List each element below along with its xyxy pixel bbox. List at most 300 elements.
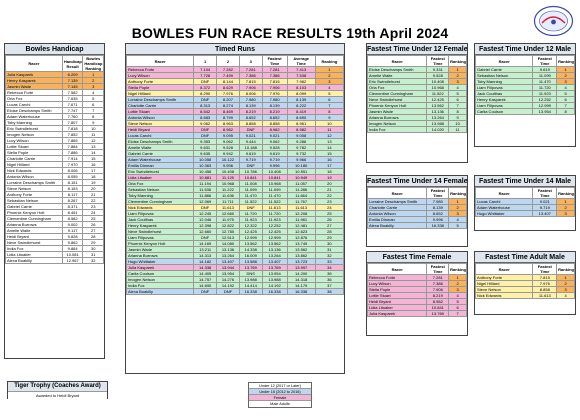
timed-cell: 8.372 — [194, 85, 217, 91]
timed-cell: 9.021 — [262, 133, 287, 139]
u14f-cell: 9.996 — [427, 217, 449, 223]
timed-cell: 25 — [315, 211, 343, 217]
male-header-2: Ranking — [557, 264, 575, 275]
timed-cell: 11.981 — [287, 217, 315, 223]
male-cell: Nick Edwards — [476, 293, 533, 299]
u14f-header-2: Ranking — [449, 188, 467, 199]
timed-cell: 15 — [315, 151, 343, 157]
timed-cell: 8.207 — [217, 97, 240, 103]
timed-cell: 14.192 — [262, 283, 287, 289]
handicap-cell: 6.209 — [62, 72, 83, 78]
u12m-cell: 12.252 — [533, 97, 557, 103]
u14f-row — [368, 223, 467, 229]
timed-cell: 12.660 — [194, 229, 217, 235]
u12f-cell: 7 — [449, 103, 467, 109]
u12f-cell: 11.522 — [427, 91, 449, 97]
timed-cell: 13.769 — [262, 265, 287, 271]
timed-cell: 8.799 — [217, 115, 240, 121]
handicap-cell: 13 — [83, 144, 104, 150]
timed-cell: 21 — [315, 187, 343, 193]
u14m-header-0: Racer — [476, 188, 533, 199]
timed-cell: 28 — [315, 229, 343, 235]
handicap-cell: Eric Swindlehurst — [6, 126, 63, 132]
u14f-cell: 8.139 — [427, 205, 449, 211]
u12-female-title: Fastest Time Under 12 Female — [367, 46, 468, 53]
timed-cell: 8.858 — [262, 121, 287, 127]
timed-cell: 11.720 — [262, 211, 287, 217]
timed-cell: 13.988 — [262, 277, 287, 283]
timed-cell: 7.538 — [287, 73, 315, 79]
timed-cell: DNF — [194, 79, 217, 85]
timed-cell: 9.942 — [217, 151, 240, 157]
legend-male-adults: Male Adults — [249, 401, 311, 407]
handicap-cell: 12.967 — [62, 258, 83, 264]
handicap-cell: 8.117 — [62, 192, 83, 198]
legend-under-12: Under 12 (2017 or Later) — [249, 383, 311, 389]
timed-cell: Gabriel Carrie — [127, 151, 194, 157]
female-cell: Stella Pople — [368, 287, 427, 293]
u12m-cell: Carlia Coulson — [476, 109, 533, 115]
timed-cell: 12.398 — [194, 223, 217, 229]
timed-cell: 14.405 — [194, 271, 217, 277]
handicap-cell: 7.818 — [62, 126, 83, 132]
u12f-cell: 12.425 — [427, 97, 449, 103]
u12f-header-2: Ranking — [449, 56, 467, 67]
u12m-cell: Toby Manning — [476, 79, 533, 85]
handicap-cell: 8.582 — [62, 216, 83, 222]
timed-cell: 13.997 — [287, 265, 315, 271]
timed-cell: 12.999 — [239, 235, 262, 241]
u12f-cell: 13.264 — [427, 115, 449, 121]
u12f-cell: 9.528 — [427, 73, 449, 79]
female-cell: 1 — [449, 275, 467, 281]
handicap-cell: 32 — [83, 258, 104, 264]
u12m-cell: Liam Filipovas — [476, 103, 533, 109]
u12f-cell: 9 — [449, 115, 467, 121]
timed-cell: 11.057 — [287, 181, 315, 187]
timed-cell: Eric Swindlehurst — [127, 169, 194, 175]
timed-cell: 10.841 — [262, 175, 287, 181]
handicap-cell: 21 — [83, 192, 104, 198]
female-cell: 7 — [449, 311, 467, 317]
timed-cell: Imogen Nelson — [127, 277, 194, 283]
timed-cell: 11.664 — [287, 193, 315, 199]
timed-cell: 9.062 — [194, 121, 217, 127]
u12m-cell: Jack Coulthas — [476, 91, 533, 97]
timed-cell: 11.886 — [194, 193, 217, 199]
timed-cell: DNF — [194, 133, 217, 139]
female-cell: 6 — [449, 305, 467, 311]
timed-cell: 37 — [315, 283, 343, 289]
timed-cell: 10.968 — [262, 181, 287, 187]
timed-cell: 12.322 — [239, 223, 262, 229]
timed-cell: 12.999 — [262, 235, 287, 241]
female-table — [367, 263, 467, 317]
timed-cell: 11.522 — [262, 199, 287, 205]
timed-cell: 7.104 — [194, 67, 217, 73]
timed-cell: 8.690 — [287, 115, 315, 121]
timed-cell: 11.522 — [239, 199, 262, 205]
timed-cell: 10.058 — [194, 157, 217, 163]
timed-cell: 7.980 — [262, 97, 287, 103]
u12f-cell: 6 — [449, 97, 467, 103]
timed-cell: 7.906 — [262, 85, 287, 91]
timed-cell: Lidia Lituaker — [127, 175, 194, 181]
u12f-cell: 5 — [449, 91, 467, 97]
timed-cell: 9.719 — [239, 157, 262, 163]
handicap-cell: 2 — [83, 78, 104, 84]
timed-cell: 12.660 — [217, 211, 240, 217]
u12m-cell: 11.099 — [533, 73, 557, 79]
timed-cell: Liam Filipovas — [127, 211, 194, 217]
timed-cell: 10 — [315, 121, 343, 127]
u12f-cell: 10.968 — [427, 85, 449, 91]
timed-cell: 11.767 — [287, 199, 315, 205]
timed-cell: 8.139 — [262, 103, 287, 109]
u14f-header-0: Racer — [368, 188, 427, 199]
timed-cell: Orla Fox — [127, 181, 194, 187]
handicap-cell: 8.151 — [62, 180, 83, 186]
timed-cell: 13.862 — [287, 253, 315, 259]
u14m-header-2: Ranking — [557, 188, 575, 199]
timed-cell: 12.481 — [287, 223, 315, 229]
timed-cell: Sebastian Nelson — [127, 187, 194, 193]
timed-cell: 9.286 — [287, 139, 315, 145]
u12m-cell: 2 — [557, 73, 575, 79]
u12m-cell: 13.954 — [533, 109, 557, 115]
handicap-cell: 7.970 — [62, 162, 83, 168]
timed-cell: 14.690 — [194, 283, 217, 289]
timed-cell: 7.980 — [239, 97, 262, 103]
male-cell: 1 — [557, 275, 575, 281]
handicap-cell: 7.760 — [62, 114, 83, 120]
handicap-cell: Lucas Carchi — [6, 102, 63, 108]
timed-cell: 11 — [315, 127, 343, 133]
u14f-cell: Alexa Boakilly — [368, 223, 427, 229]
handicap-cell: 7.635 — [62, 96, 83, 102]
handicap-cell: 8.267 — [62, 198, 83, 204]
handicap-cell: 14 — [83, 150, 104, 156]
timed-cell: 14.318 — [287, 277, 315, 283]
u12f-cell: Orla Fox — [368, 85, 427, 91]
tiger-trophy-box — [7, 381, 108, 399]
timed-cell: 9.095 — [217, 133, 240, 139]
timed-cell: 11.720 — [239, 211, 262, 217]
timed-cell: 8.542 — [194, 109, 217, 115]
timed-cell: 8.290 — [194, 91, 217, 97]
timed-cell: 8.419 — [287, 109, 315, 115]
timed-cell: 12.245 — [194, 211, 217, 217]
handicap-cell: 20 — [83, 186, 104, 192]
u12f-cell: 10.408 — [427, 79, 449, 85]
timed-cell: 9.782 — [287, 145, 315, 151]
timed-cell: 24 — [315, 205, 343, 211]
timed-cell: 10.458 — [194, 169, 217, 175]
male-header-1: Fastest Time — [533, 264, 557, 275]
timed-cell: 13.723 — [287, 259, 315, 265]
timed-header-0: Racer — [127, 56, 194, 67]
adult-male-table — [475, 263, 575, 299]
timed-cell: 9.058 — [287, 133, 315, 139]
timed-cell: 10.188 — [239, 145, 262, 151]
handicap-cell: Phoenix Kenyon Holt — [6, 210, 63, 216]
handicap-cell: 27 — [83, 228, 104, 234]
timed-cell: 9.996 — [217, 163, 240, 169]
timed-cell: Lottie Stuart — [127, 109, 194, 115]
timed-cell: 11.923 — [262, 217, 287, 223]
timed-cell: 34 — [315, 265, 343, 271]
u12m-cell: 6 — [557, 97, 575, 103]
handicap-cell: 15 — [83, 156, 104, 162]
handicap-cell: 25 — [83, 216, 104, 222]
u12m-cell: 11.923 — [533, 91, 557, 97]
u12m-cell: 8 — [557, 109, 575, 115]
timed-cell: 13 — [315, 139, 343, 145]
u12m-cell: 7 — [557, 103, 575, 109]
female-cell: Lottie Stuart — [368, 293, 427, 299]
timed-cell: 14.276 — [217, 277, 240, 283]
timed-cell: DNF — [239, 205, 262, 211]
timed-cell: 14 — [315, 145, 343, 151]
handicap-cell: 8.371 — [62, 204, 83, 210]
u14f-cell: Emilia Dinman — [368, 217, 427, 223]
u14m-cell: 13.407 — [533, 211, 557, 217]
handicap-cell: Jasmin Wade — [6, 84, 63, 90]
handicap-cell: Lucy Wilson — [6, 138, 63, 144]
timed-cell: India Fox — [127, 283, 194, 289]
timed-cell: 11.008 — [239, 181, 262, 187]
female-cell: 5 — [449, 299, 467, 305]
u14f-cell: Lorraine Deschamps Smith — [368, 199, 427, 205]
timed-cell: 11.470 — [262, 193, 287, 199]
timed-cell: 13.211 — [194, 247, 217, 253]
timed-cell: Jasmin Wade — [127, 247, 194, 253]
timed-cell: 16.338 — [239, 289, 262, 295]
timed-cell: 10.881 — [194, 175, 217, 181]
timed-cell: 8.652 — [262, 115, 287, 121]
handicap-cell: 1 — [83, 72, 104, 78]
timed-cell: 7.728 — [194, 73, 217, 79]
timed-cell: 7.499 — [217, 73, 240, 79]
u14m-cell: 1 — [557, 199, 575, 205]
timed-cell: Nick Edwards — [127, 205, 194, 211]
u12m-cell: 5 — [557, 91, 575, 97]
u14m-cell: 9.719 — [533, 205, 557, 211]
u12m-cell: 12.999 — [533, 103, 557, 109]
timed-cell: 10.408 — [262, 169, 287, 175]
timed-runs-title: Timed Runs — [126, 44, 344, 55]
timed-cell: Hugo Whittaker — [127, 259, 194, 265]
timed-cell: 7.281 — [239, 67, 262, 73]
handicap-cell: 7.671 — [62, 102, 83, 108]
male-cell: 2 — [557, 281, 575, 287]
handicap-table — [5, 55, 104, 264]
timed-cell: 13.749 — [287, 241, 315, 247]
timed-cell: 9.619 — [239, 151, 262, 157]
timed-cell: 8.139 — [287, 97, 315, 103]
timed-cell: 8.652 — [239, 115, 262, 121]
u14f-cell: Charlotte Carrie — [368, 205, 427, 211]
timed-cell: 23 — [315, 199, 343, 205]
timed-runs-panel — [125, 43, 345, 374]
timed-header-2: 2 — [217, 56, 240, 67]
timed-cell: Lucy Wilson — [127, 73, 194, 79]
u12f-cell: 3 — [449, 79, 467, 85]
timed-cell: 11.975 — [217, 217, 240, 223]
handicap-cell: 16 — [83, 162, 104, 168]
timed-cell: 11.636 — [217, 193, 240, 199]
u12f-cell: 8 — [449, 109, 467, 115]
female-panel — [366, 251, 468, 336]
timed-cell: 12.876 — [287, 235, 315, 241]
handicap-cell: Nigel Hilliard — [6, 162, 63, 168]
timed-cell: 14.080 — [217, 241, 240, 247]
timed-cell: 8.099 — [287, 91, 315, 97]
male-cell: Steve Nelson — [476, 287, 533, 293]
u12-male-title: Fastest Time Under 12 Male — [475, 44, 575, 55]
u12m-header-0: Racer — [476, 56, 533, 67]
u12f-cell: Eric Swindlehurst — [368, 79, 427, 85]
timed-cell: Neve Swindlehurst — [127, 229, 194, 235]
handicap-cell: Imogen Nelson — [6, 132, 63, 138]
u12f-cell: Arlanna Burrows — [368, 115, 427, 121]
handicap-cell: Neve Swindlehurst — [6, 240, 63, 246]
u12f-cell: 13.988 — [427, 121, 449, 127]
timed-cell: 12.513 — [217, 235, 240, 241]
female-cell: 3 — [449, 287, 467, 293]
timed-cell: 7.906 — [239, 85, 262, 91]
handicap-cell: 7.865 — [62, 138, 83, 144]
u12m-cell: Sebastian Nelson — [476, 73, 533, 79]
handicap-cell: 8.006 — [62, 168, 83, 174]
timed-cell: 11.099 — [262, 187, 287, 193]
male-cell: 11.613 — [533, 293, 557, 299]
timed-cell: 13.944 — [217, 265, 240, 271]
timed-cell: Toby Manning — [127, 193, 194, 199]
u12m-header-1: Fastest Time — [533, 56, 557, 67]
male-cell: 3 — [557, 287, 575, 293]
male-cell: 7.815 — [533, 275, 557, 281]
handicap-cell: 18 — [83, 174, 104, 180]
handicap-cell: 3 — [83, 84, 104, 90]
handicap-cell: 8 — [83, 114, 104, 120]
page-title: BOWLES FUN RACE RESULTS 19th April 2024 — [131, 25, 449, 41]
handicap-cell: Orla Fox — [6, 96, 63, 102]
timed-cell: 12 — [315, 133, 343, 139]
female-cell: 2 — [449, 281, 467, 287]
female-cell: 8.982 — [427, 299, 449, 305]
u12f-cell: Clementine Cunningham — [368, 91, 427, 97]
timed-cell: 9.631 — [194, 145, 217, 151]
timed-cell: 14.169 — [194, 241, 217, 247]
timed-cell: 11.222 — [217, 187, 240, 193]
handicap-cell: 30 — [83, 246, 104, 252]
u12f-cell: 11 — [449, 127, 467, 133]
handicap-cell: 9.828 — [62, 234, 83, 240]
handicap-cell: Toby Manning — [6, 120, 63, 126]
handicap-cell: Steve Nelson — [6, 186, 63, 192]
female-cell: 7.281 — [427, 275, 449, 281]
female-cell: 4 — [449, 293, 467, 299]
handicap-cell: 7.582 — [62, 90, 83, 96]
female-cell: 7.906 — [427, 287, 449, 293]
handicap-cell: Clementine Cunningham — [6, 216, 63, 222]
timed-cell: 6 — [315, 97, 343, 103]
handicap-cell: Julia Kasparek — [6, 72, 63, 78]
tiger-trophy-title: Tiger Trophy (Coaches Award) — [14, 383, 101, 389]
handicap-cell: Henry Kasparek — [6, 78, 63, 84]
timed-cell: 33 — [315, 259, 343, 265]
handicap-cell: Arlanna Burrows — [6, 222, 63, 228]
u12m-cell: 3 — [557, 79, 575, 85]
timed-cell: 11.711 — [217, 199, 240, 205]
timed-cell: 27 — [315, 223, 343, 229]
timed-cell: 14.338 — [239, 247, 262, 253]
timed-header-5: Average Time — [287, 56, 315, 67]
timed-cell: 35 — [315, 271, 343, 277]
timed-cell: 10.180 — [287, 163, 315, 169]
u12f-cell: Neve Swindlehurst — [368, 97, 427, 103]
timed-cell: 32 — [315, 253, 343, 259]
female-cell: Julia Kasparek — [368, 311, 427, 317]
u12f-cell: 9.331 — [427, 67, 449, 73]
timed-cell: 22 — [315, 193, 343, 199]
timed-cell: 8.982 — [217, 127, 240, 133]
timed-cell: Emilia Dinman — [127, 163, 194, 169]
handicap-cell: 8.451 — [62, 210, 83, 216]
handicap-cell: 7.884 — [62, 144, 83, 150]
timed-cell: Anthony Forte — [127, 79, 194, 85]
u14-male-panel — [474, 175, 576, 231]
timed-cell: 9.732 — [287, 151, 315, 157]
timed-cell: 38 — [315, 289, 343, 295]
handicap-cell: Lorraine Deschamps Smith — [6, 180, 63, 186]
timed-cell: 13.954 — [217, 271, 240, 277]
u14f-cell: 5 — [449, 223, 467, 229]
male-cell: Nigel Hilliard — [476, 281, 533, 287]
timed-cell: 31 — [315, 247, 343, 253]
timed-cell: 14.757 — [194, 277, 217, 283]
adult-male-panel — [474, 251, 576, 315]
handicap-cell: Lidia Lituaker — [6, 252, 63, 258]
u12f-cell: Jasmin Wade — [368, 109, 427, 115]
handicap-cell: Adam Waterhouse — [6, 114, 63, 120]
u12m-cell: Liam Filipovas — [476, 85, 533, 91]
handicap-cell: 7.139 — [62, 78, 83, 84]
timed-cell: 11.613 — [287, 205, 315, 211]
timed-cell: 11.470 — [239, 193, 262, 199]
timed-cell: DNF — [239, 127, 262, 133]
timed-cell: 9.635 — [194, 151, 217, 157]
timed-cell: 20 — [315, 181, 343, 187]
handicap-cell: 5 — [83, 96, 104, 102]
timed-cell: Steve Nelson — [127, 121, 194, 127]
timed-cell: 11.536 — [194, 187, 217, 193]
handicap-cell: 7 — [83, 108, 104, 114]
male-cell: 4 — [557, 293, 575, 299]
timed-cell: 13.562 — [287, 247, 315, 253]
timed-cell: 8.222 — [287, 103, 315, 109]
timed-cell: 14.313 — [194, 253, 217, 259]
female-header-2: Ranking — [449, 264, 467, 275]
legend-under-15: Under 15 (2012 to 2016) — [249, 389, 311, 395]
handicap-cell: 26 — [83, 222, 104, 228]
handicap-cell: Amelie Waite — [6, 228, 63, 234]
timed-cell: 7 — [315, 103, 343, 109]
female-cell: 7.386 — [427, 281, 449, 287]
handicap-cell: India Fox — [6, 246, 63, 252]
u12m-cell: 11.470 — [533, 79, 557, 85]
